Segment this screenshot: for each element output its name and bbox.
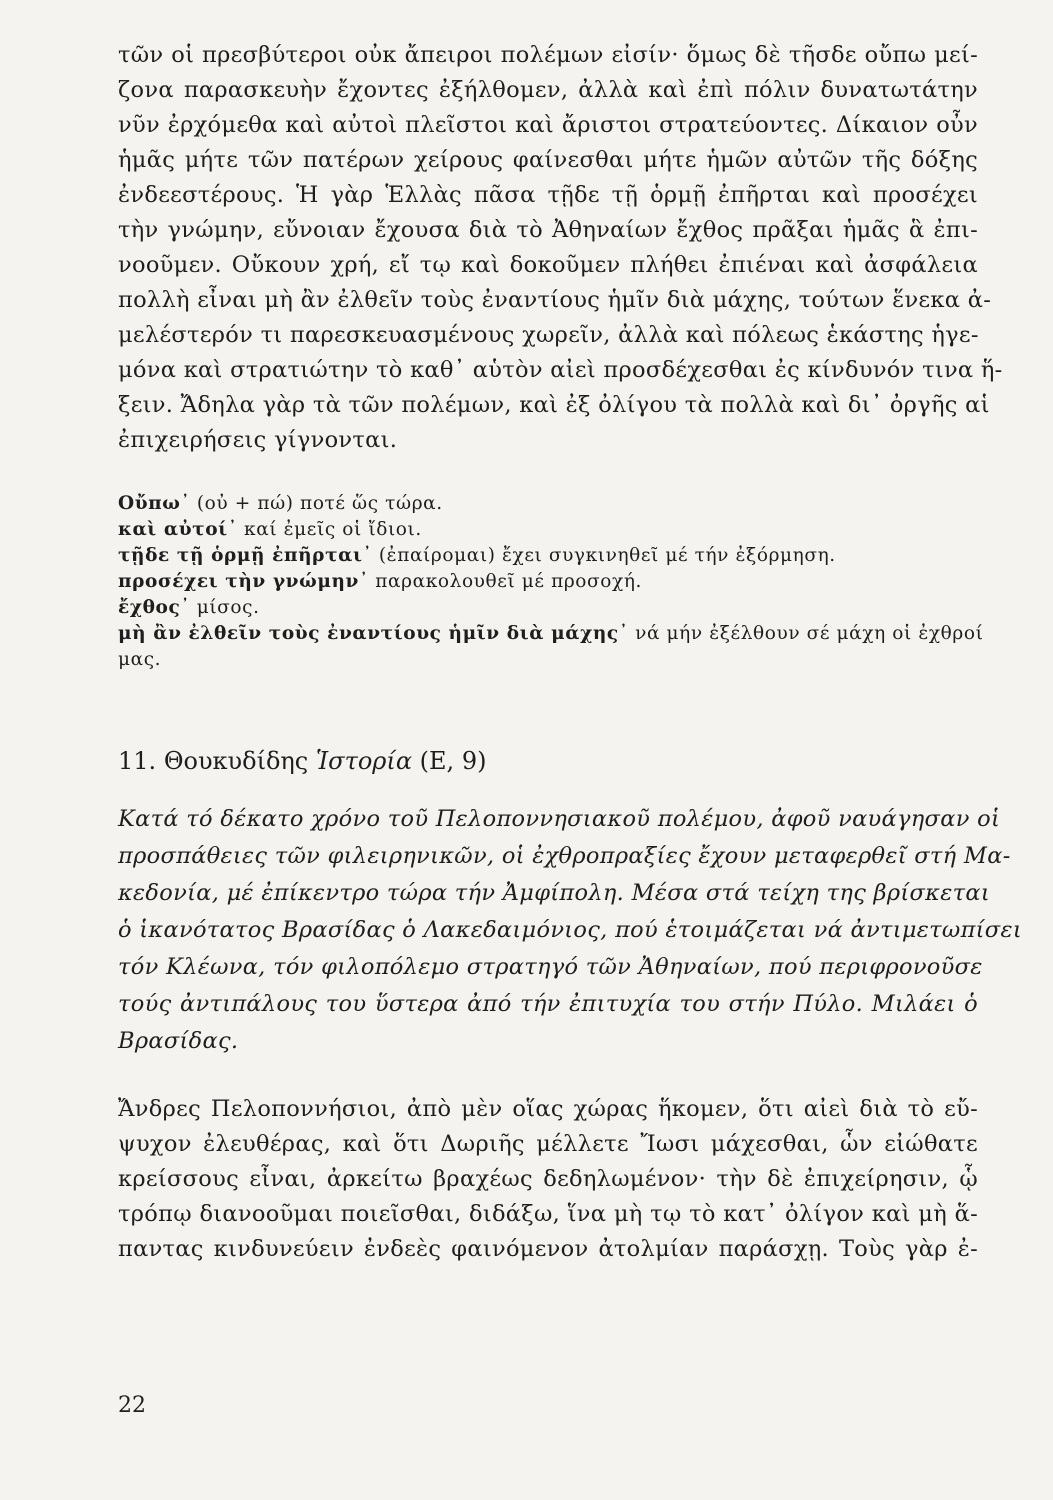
section-number: 11.: [118, 747, 157, 775]
glossary-entry: Οὔπω᾽ (οὐ + πώ) ποτέ ὥς τώρα.: [118, 493, 443, 514]
passage-1: [118, 38, 1003, 458]
glossary-entry: τῇδε τῇ ὁρμῇ ἐπῆρται᾽ (ἐπαίρομαι) ἔχει συγκινηθεῖ μέ τήν ἐξόρμηση.: [118, 545, 836, 566]
text-line: τρόπῳ διανοοῦμαι ποιεῖσθαι, διδάξω, ἵνα μὴ τῳ τὸ κατ᾽ ὀλίγον καὶ μὴ ἅ-: [118, 1201, 978, 1227]
glossary-term: καὶ αὐτοί: [118, 519, 228, 540]
intro-line: τόν Κλέωνα, τόν φιλοπόλεμο στρατηγό τῶν Ἀθηναίων, πού περιφρονοῦσε: [118, 954, 983, 980]
section-work: Ἱστορία: [315, 747, 413, 775]
glossary-entry: μὴ ἂν ἐλθεῖν τοὺς ἐναντίους ἡμῖν διὰ μάχης᾽ νά μήν ἐξέλθουν σέ μάχη οἱ ἐχθροί: [118, 623, 984, 644]
document-page: [118, 38, 1022, 1267]
glossary-definition: νά μήν ἐξέλθουν σέ μάχη οἱ ἐχθροί: [628, 623, 984, 644]
text-line: τῶν οἱ πρεσβύτεροι οὐκ ἄπειροι πολέμων εἰσίν· ὅμως δὲ τῆσδε οὔπω μεί-: [118, 42, 978, 68]
glossary-definition: (ἐπαίρομαι) ἔχει συγκινηθεῖ μέ τήν ἐξόρμηση.: [372, 545, 836, 566]
glossary-term: ἔχθος: [118, 597, 181, 618]
section-author: Θουκυδίδης: [163, 747, 309, 775]
intro-line: τούς ἀντιπάλους του ὕστερα ἀπό τήν ἐπιτυχία του στήν Πύλο. Μιλάει ὁ: [118, 991, 978, 1017]
glossary-definition: καί ἐμεῖς οἱ ἴδιοι.: [237, 519, 422, 540]
text-line: ξειν. Ἄδηλα γὰρ τὰ τῶν πολέμων, καὶ ἐξ ὀλίγου τὰ πολλὰ καὶ δι᾽ ὀργῆς αἱ: [118, 392, 990, 418]
glossary-definition: παρακολουθεῖ μέ προσοχή.: [368, 571, 642, 592]
text-line: ζονα παρασκευὴν ἔχοντες ἐξήλθομεν, ἀλλὰ καὶ ἐπὶ πόλιν δυνατωτάτην: [118, 77, 978, 103]
text-line: τὴν γνώμην, εὔνοιαν ἔχουσα διὰ τὸ Ἀθηναίων ἔχθος πρᾶξαι ἡμᾶς ἃ ἐπι-: [118, 217, 978, 243]
glossary-term: Οὔπω: [118, 493, 181, 514]
text-line: νοοῦμεν. Οὔκουν χρή, εἴ τῳ καὶ δοκοῦμεν πλήθει ἐπιέναι καὶ ἀσφάλεια: [118, 252, 978, 278]
glossary: [118, 491, 984, 673]
glossary-continuation: μας.: [118, 649, 162, 670]
glossary-entry: προσέχει τὴν γνώμην᾽ παρακολουθεῖ μέ προσοχή.: [118, 571, 642, 592]
intro-line: Βρασίδας.: [118, 1028, 239, 1054]
glossary-term: προσέχει τὴν γνώμην: [118, 571, 359, 592]
page-number: 22: [118, 1393, 146, 1418]
text-line: κρείσσους εἶναι, ἀρκείτω βραχέως δεδηλωμένον· τὴν δὲ ἐπιχείρησιν, ᾧ: [118, 1166, 978, 1192]
text-line: ἐνδεεστέρους. Ἡ γὰρ Ἑλλὰς πᾶσα τῇδε τῇ ὁρμῇ ἐπῆρται καὶ προσέχει: [118, 182, 978, 208]
glossary-term: τῇδε τῇ ὁρμῇ ἐπῆρται: [118, 545, 363, 566]
glossary-entry: καὶ αὐτοί᾽ καί ἐμεῖς οἱ ἴδιοι.: [118, 519, 422, 540]
text-line: μελέστερόν τι παρεσκευασμένους χωρεῖν, ἀλλὰ καὶ πόλεως ἑκάστης ἡγε-: [118, 322, 979, 348]
intro-line: κεδονία, μέ ἐπίκεντρο τώρα τήν Ἀμφίπολη. Μέσα στά τείχη της βρίσκεται: [118, 880, 990, 906]
glossary-definition: (οὐ + πώ) ποτέ ὥς τώρα.: [190, 493, 443, 514]
text-line: μόνα καὶ στρατιώτην τὸ καθ᾽ αὑτὸν αἰεὶ προσδέχεσθαι ἐς κίνδυνόν τινα ἥ-: [118, 357, 1003, 383]
passage-2: [118, 1092, 978, 1267]
text-line: ἐπιχειρήσεις γίγνονται.: [118, 427, 398, 453]
section-ref: (Ε, 9): [419, 747, 487, 775]
intro-line: Κατά τό δέκατο χρόνο τοῦ Πελοποννησιακοῦ πολέμου, ἀφοῦ ναυάγησαν οἱ: [118, 806, 1001, 832]
text-line: νῦν ἐρχόμεθα καὶ αὐτοὶ πλεῖστοι καὶ ἄριστοι στρατεύοντες. Δίκαιον οὖν: [118, 112, 978, 138]
intro-line: προσπάθειες τῶν φιλειρηνικῶν, οἱ ἐχθροπραξίες ἔχουν μεταφερθεῖ στή Μα-: [118, 843, 1011, 869]
intro-line: ὁ ἱκανότατος Βρασίδας ὁ Λακεδαιμόνιος, πού ἑτοιμάζεται νά ἀντιμετωπίσει: [118, 917, 1022, 943]
glossary-entry: ἔχθος᾽ μίσος.: [118, 597, 260, 618]
text-line: ἡμᾶς μήτε τῶν πατέρων χείρους φαίνεσθαι μήτε ἡμῶν αὐτῶν τῆς δόξης: [118, 147, 978, 173]
glossary-term: μὴ ἂν ἐλθεῖν τοὺς ἐναντίους ἡμῖν διὰ μάχης: [118, 623, 619, 644]
text-line: Ἄνδρες Πελοποννήσιοι, ἀπὸ μὲν οἵας χώρας ἥκομεν, ὅτι αἰεὶ διὰ τὸ εὔ-: [118, 1096, 978, 1122]
text-line: ψυχον ἐλευθέρας, καὶ ὅτι Δωριῆς μέλλετε Ἴωσι μάχεσθαι, ὧν εἰώθατε: [118, 1131, 978, 1157]
text-line: πολλὴ εἶναι μὴ ἂν ἐλθεῖν τοὺς ἐναντίους ἡμῖν διὰ μάχης, τούτων ἕνεκα ἀ-: [118, 287, 992, 313]
glossary-definition: μίσος.: [190, 597, 260, 618]
section-heading: [118, 741, 978, 781]
intro-paragraph: [118, 801, 1022, 1060]
text-line: παντας κινδυνεύειν ἐνδεὲς φαινόμενον ἀτολμίαν παράσχῃ. Τοὺς γὰρ ἐ-: [118, 1236, 978, 1262]
